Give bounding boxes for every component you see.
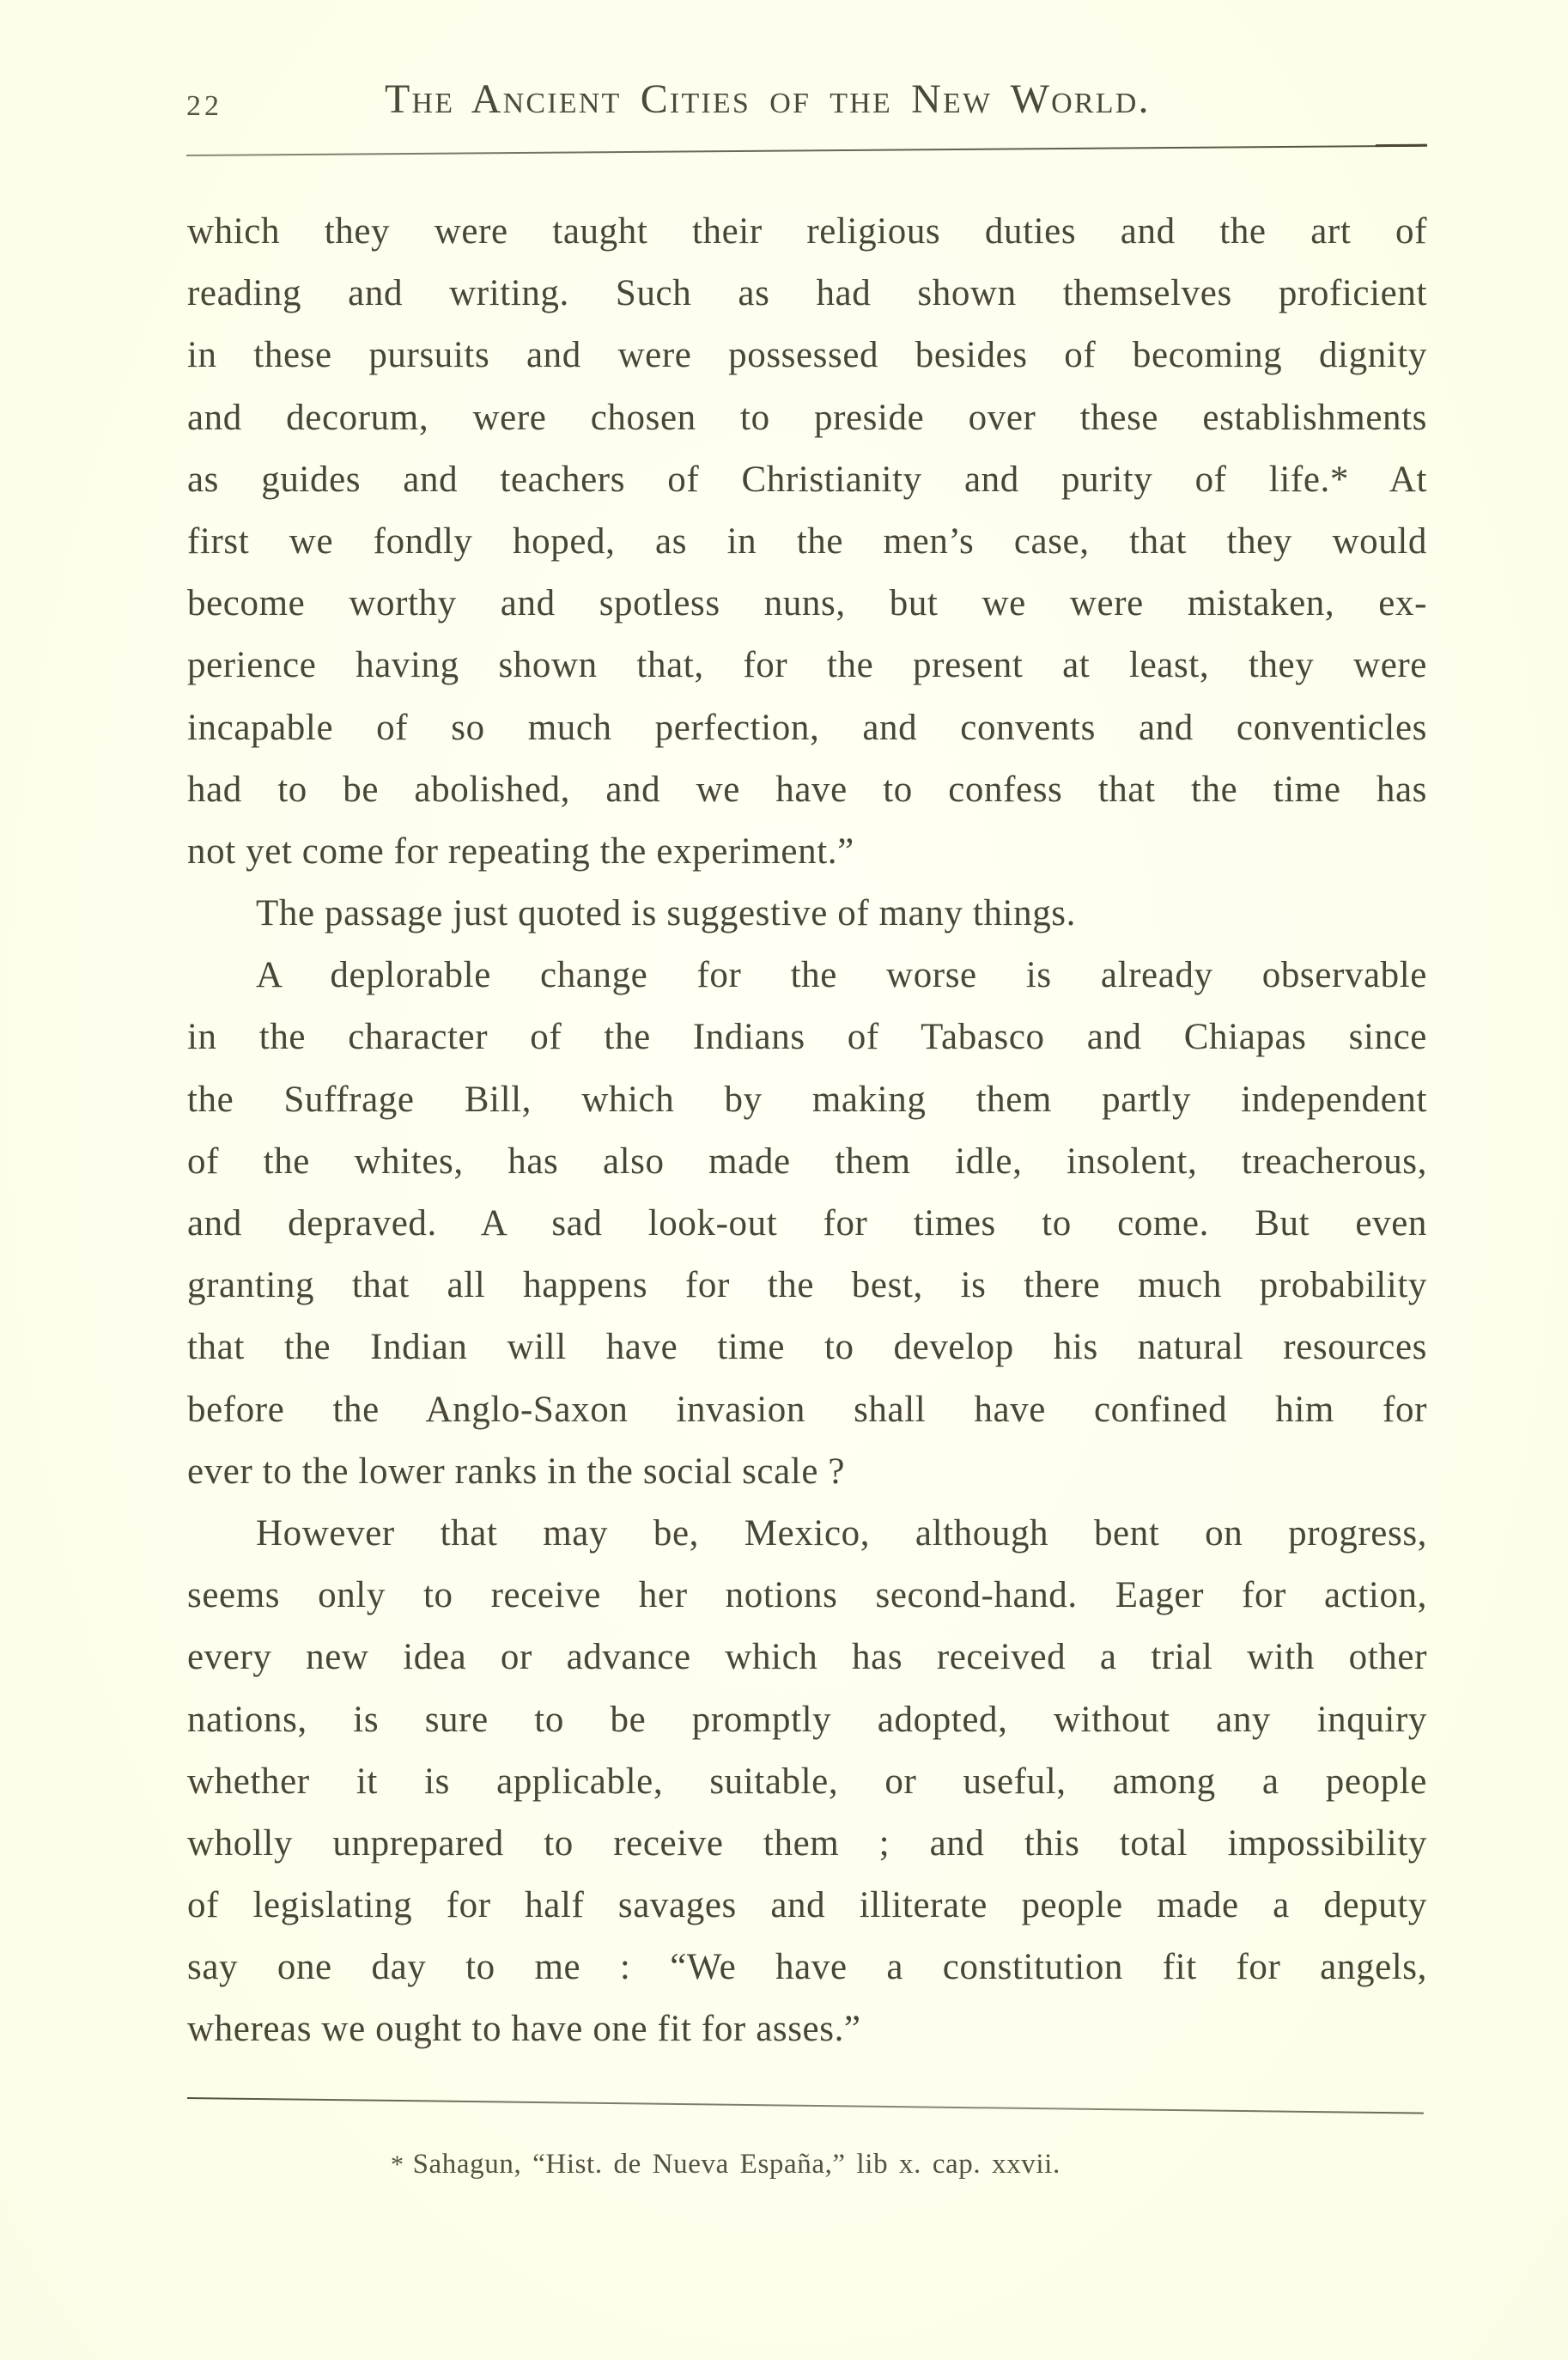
page-number: 22 [186,90,222,122]
text-line: of legislating for half savages and illiterate people made a deputy [187,1885,1427,1926]
text-line-paragraph-end: not yet come for repeating the experiment.” [187,830,854,872]
footnote-marker: * [391,2150,404,2179]
text-line: perience having shown that, for the present at least, they were [187,645,1427,686]
header-rule [186,145,1427,156]
text-line: in these pursuits and were possessed besides of becoming dignity [187,335,1427,376]
text-line: first we fondly hoped, as in the men’s case, that they would [187,520,1427,562]
text-line-paragraph-end: whereas we ought to have one fit for asses.” [187,2009,861,2050]
text-line: reading and writing. Such as had shown themselves proficient [187,273,1427,314]
text-line: incapable of so much perfection, and convents and conventicles [187,707,1427,748]
paragraph-start-however: However that may be, Mexico, although bent on progress, [256,1512,1427,1554]
text-line: that the Indian will have time to develop his natural resources [187,1327,1427,1368]
text-line: had to be abolished, and we have to confess that the time has [187,769,1427,810]
body-text [187,201,1427,2061]
text-line-with-footnote-ref: as guides and teachers of Christianity and purity of life.* At [187,459,1427,500]
text-line: which they were taught their religious duties and the art of [187,211,1427,252]
text-line: every new idea or advance which has received a trial with other [187,1637,1427,1678]
text-line: of the whites, has also made them idle, insolent, treacherous, [187,1140,1427,1182]
text-line: seems only to receive her notions second-hand. Eager for action, [187,1575,1427,1616]
text-line: become worthy and spotless nuns, but we were mistaken, ex- [187,583,1427,624]
text-line: and depraved. A sad look-out for times to come. But even [187,1203,1427,1244]
paragraph-start-deplorable-change: A deplorable change for the worse is already observable [256,955,1427,996]
text-line: whether it is applicable, suitable, or useful, among a people [187,1761,1427,1802]
paragraph-passage-quoted: The passage just quoted is suggestive of many things. [256,893,1076,934]
footnote-rule [187,2097,1424,2114]
text-line: nations, is sure to be promptly adopted, without any inquiry [187,1699,1427,1740]
footnote-text: Sahagun, “Hist. de Nueva España,” lib x. cap. xxvii. [412,2149,1061,2180]
text-line: wholly unprepared to receive them ; and this total impossibility [187,1822,1427,1864]
text-line: before the Anglo-Saxon invasion shall have confined him for [187,1389,1427,1430]
text-line-paragraph-end: ever to the lower ranks in the social scale ? [187,1451,846,1492]
text-line: and decorum, were chosen to preside over these establishments [187,397,1427,438]
running-head-title: The Ancient Cities of the New World. [385,76,1151,122]
text-line: the Suffrage Bill, which by making them partly independent [187,1079,1427,1120]
footnote [391,2145,1061,2184]
text-line: granting that all happens for the best, is there much probability [187,1265,1427,1306]
text-line: say one day to me : “We have a constitution fit for angels, [187,1947,1427,1988]
text-line: in the character of the Indians of Tabasco and Chiapas since [187,1017,1427,1058]
